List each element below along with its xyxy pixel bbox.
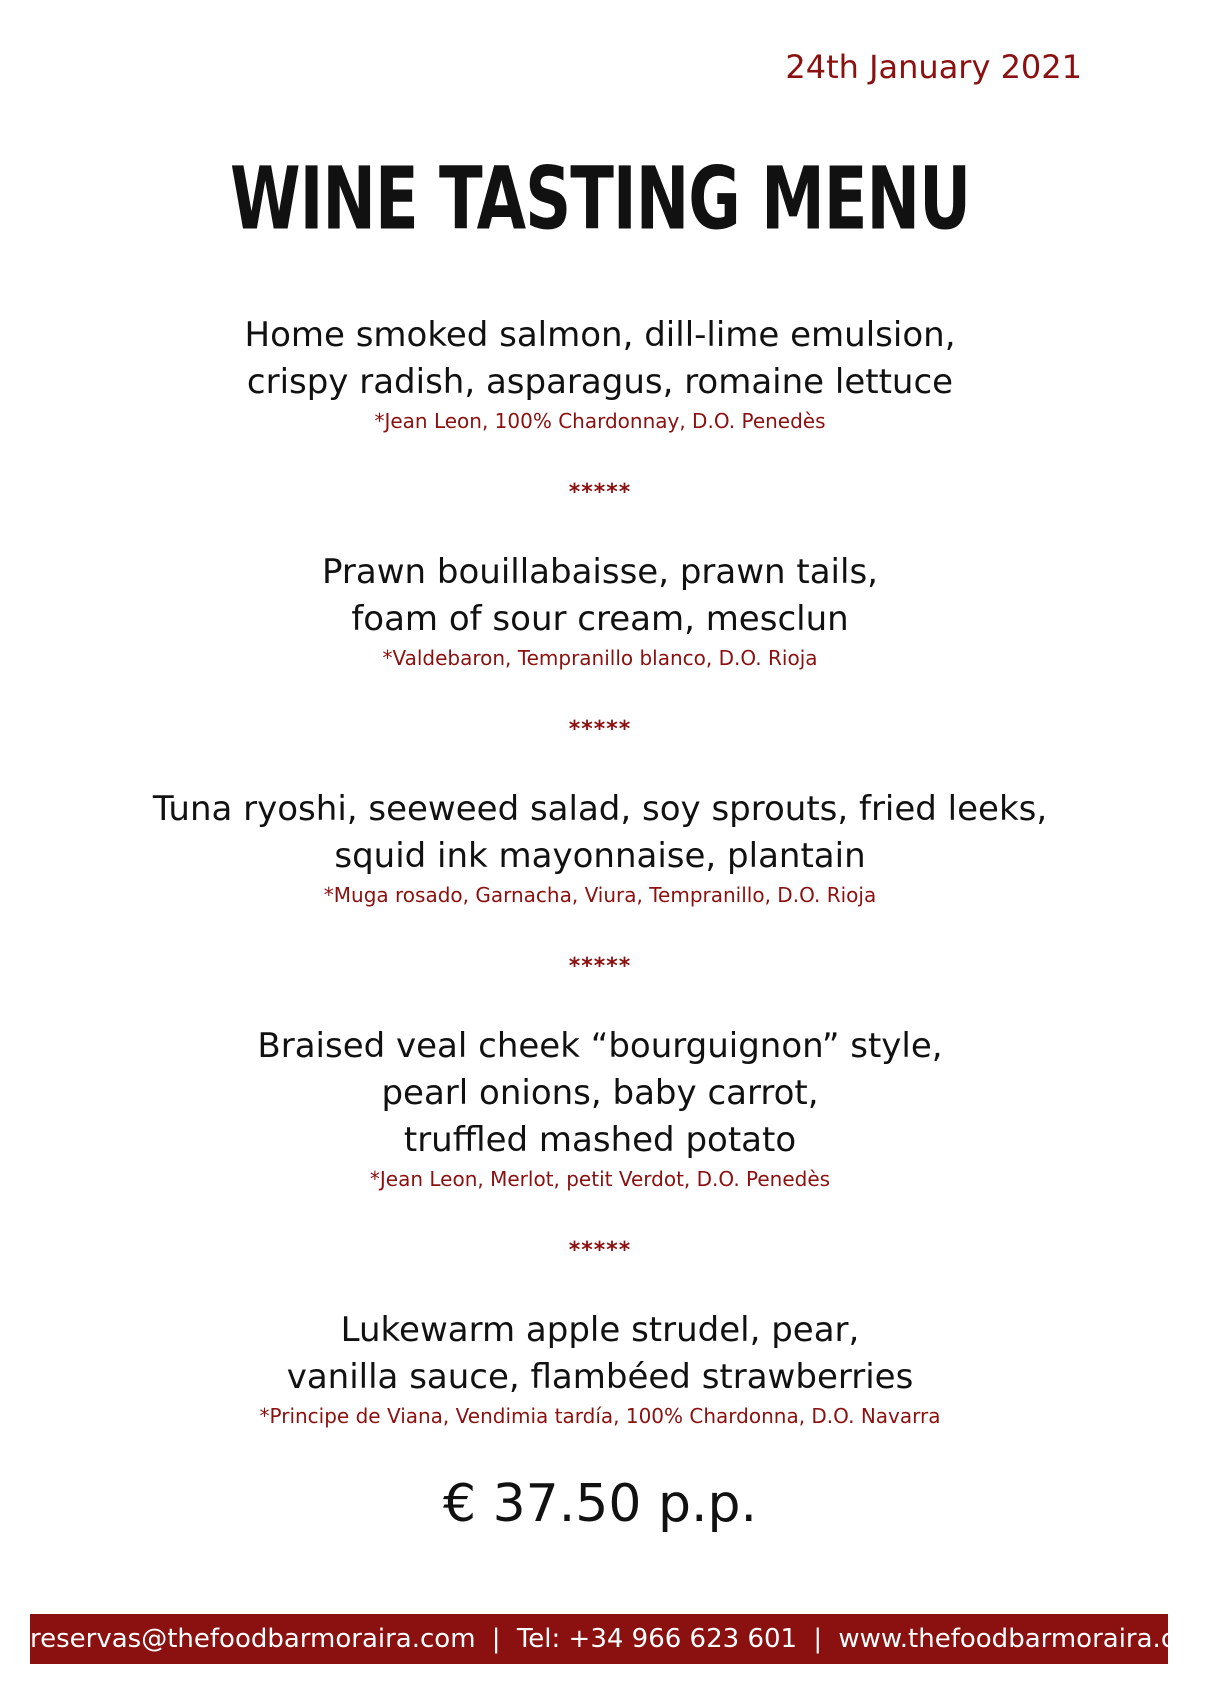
course-separator: *****: [568, 717, 632, 742]
contact-footer: [30, 1614, 1216, 1664]
dish-line: pearl onions, baby carrot,: [381, 1073, 819, 1113]
wine-pairing: *Jean Leon, Merlot, petit Verdot, D.O. Penedès: [369, 1167, 831, 1191]
footer-email[interactable]: reservas@thefoodbarmoraira.com: [30, 1624, 476, 1654]
dish-line: Braised veal cheek “bourguignon” style,: [257, 1026, 943, 1066]
dish-line: Tuna ryoshi, seeweed salad, soy sprouts, fried leeks,: [152, 789, 1048, 829]
course-separator: *****: [568, 954, 632, 979]
course-separator: *****: [568, 1238, 632, 1263]
menu-title: WINE TASTING MENU: [229, 150, 971, 250]
wine-pairing: *Principe de Viana, Vendimia tardía, 100% Chardonna, D.O. Navarra: [259, 1404, 941, 1428]
footer-website[interactable]: www.thefoodbarmoraira.com: [838, 1624, 1216, 1654]
course-separator: *****: [568, 480, 632, 505]
footer-divider: |: [491, 1624, 501, 1654]
course-1: [0, 312, 1200, 436]
footer-phone[interactable]: Tel: +34 966 623 601: [516, 1624, 798, 1654]
footer-divider: |: [813, 1624, 823, 1654]
dish-line: crispy radish, asparagus, romaine lettuce: [246, 362, 954, 402]
menu-price: € 37.50 p.p.: [442, 1474, 758, 1534]
dish-line: Home smoked salmon, dill-lime emulsion,: [244, 315, 956, 355]
course-3: [0, 786, 1200, 910]
menu-date: 24th January 2021: [785, 48, 1082, 86]
course-4: [0, 1023, 1200, 1194]
wine-pairing: *Valdebaron, Tempranillo blanco, D.O. Rioja: [382, 646, 818, 670]
dish-line: foam of sour cream, mesclun: [351, 599, 849, 639]
dish-line: truffled mashed potato: [403, 1120, 797, 1160]
dish-line: squid ink mayonnaise, plantain: [334, 836, 866, 876]
dish-line: vanilla sauce, flambéed strawberries: [286, 1357, 914, 1397]
dish-line: Lukewarm apple strudel, pear,: [340, 1310, 860, 1350]
course-list: [0, 312, 1200, 1431]
course-5: [0, 1307, 1200, 1431]
dish-line: Prawn bouillabaisse, prawn tails,: [322, 552, 878, 592]
wine-pairing: *Jean Leon, 100% Chardonnay, D.O. Penedès: [374, 409, 826, 433]
wine-pairing: *Muga rosado, Garnacha, Viura, Tempranillo, D.O. Rioja: [323, 883, 877, 907]
course-2: [0, 549, 1200, 673]
